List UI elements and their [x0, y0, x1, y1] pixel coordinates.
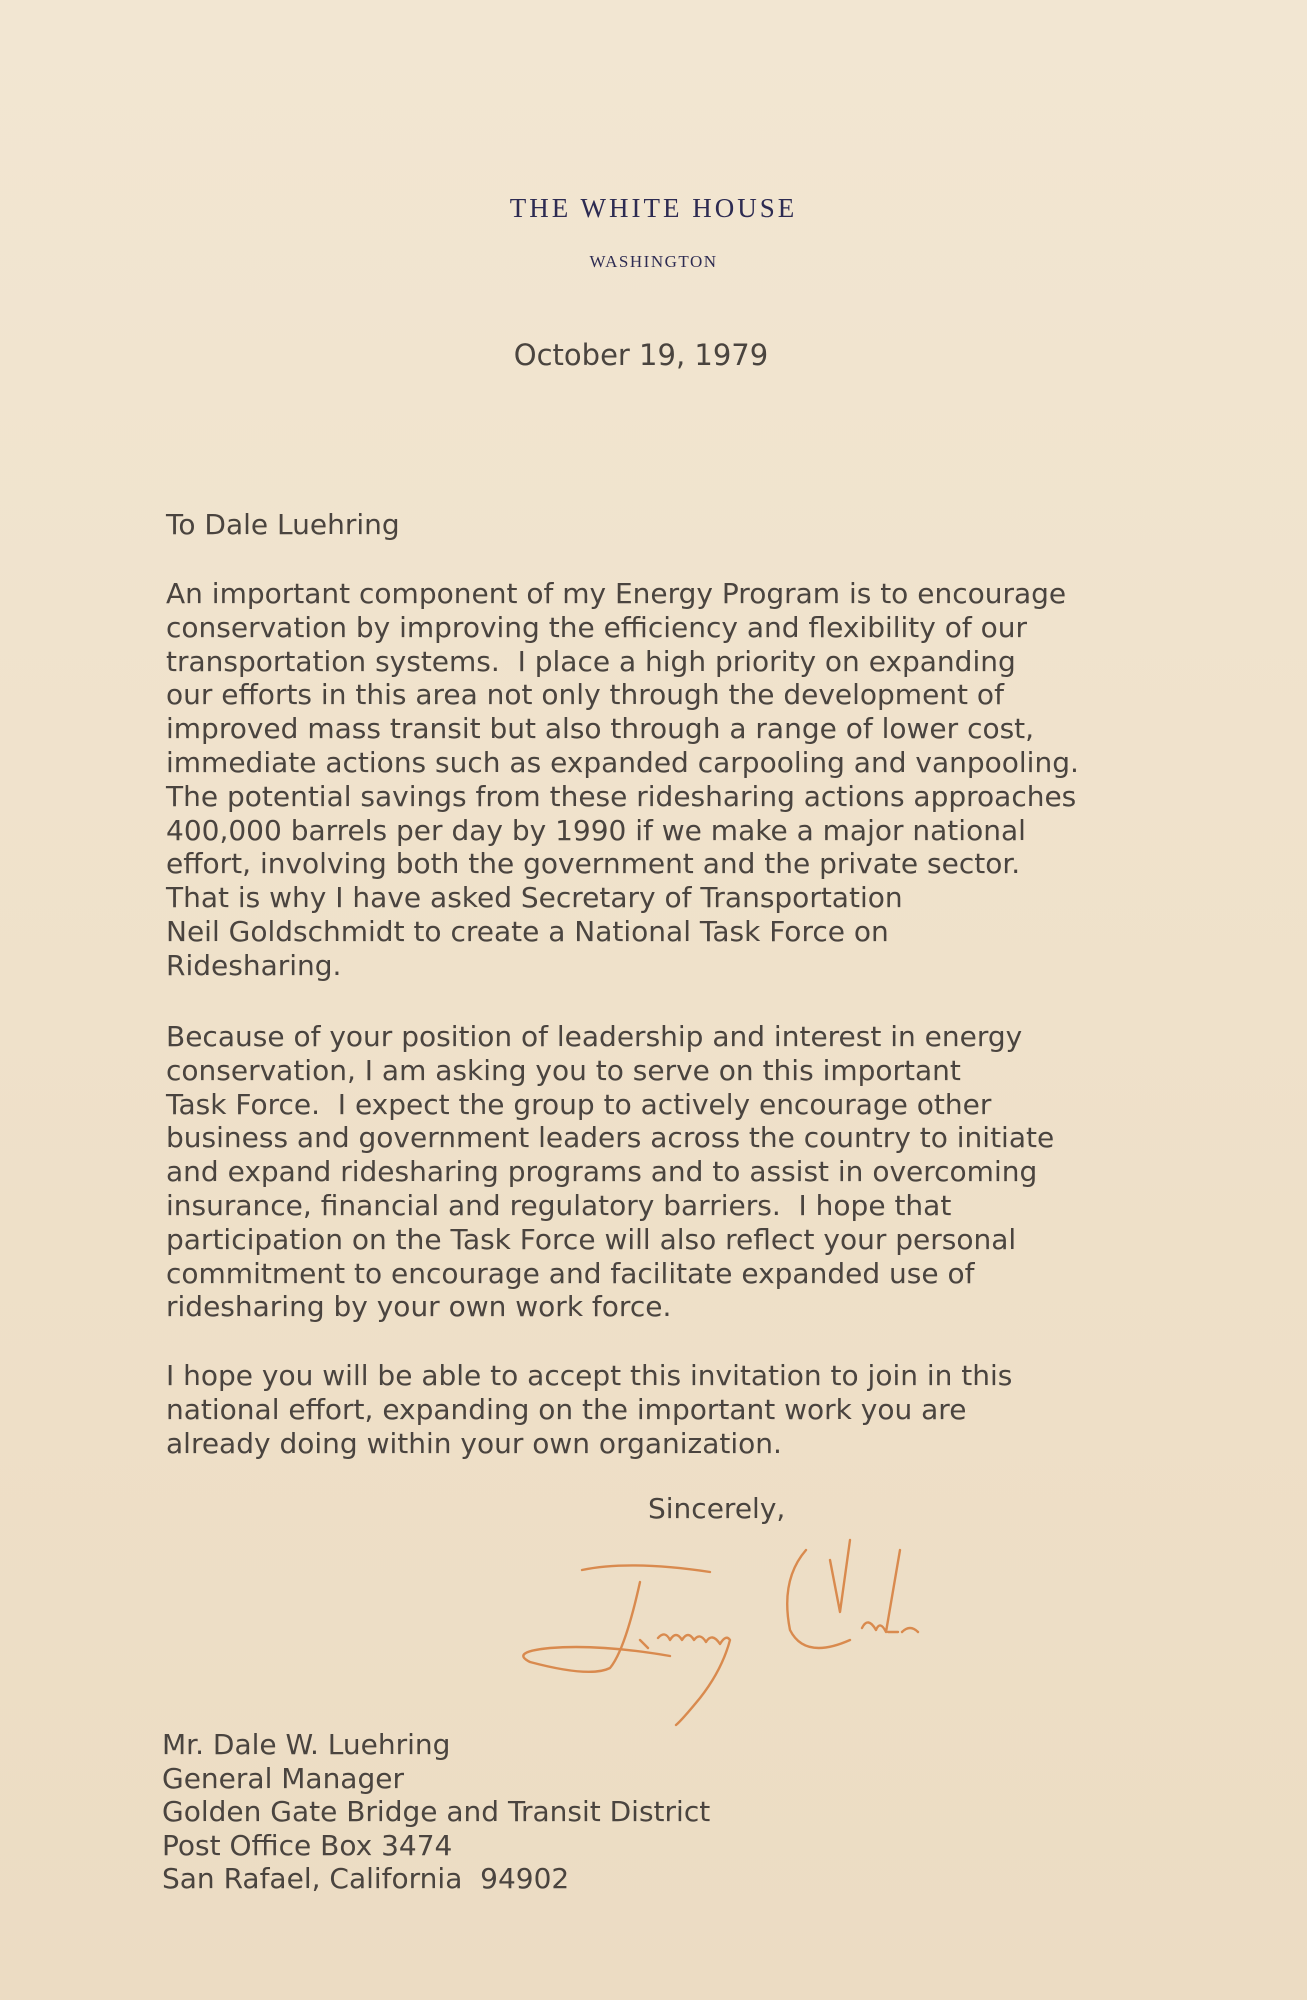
paragraph-line: conservation by improving the efficiency and flexibility of our [166, 610, 1028, 644]
paragraph-line: commitment to encourage and facilitate expanded use of [166, 1256, 975, 1290]
paragraph-line: I hope you will be able to accept this invitation to join in this [166, 1359, 1013, 1392]
paragraph-line: transportation systems. I place a high priority on expanding [166, 644, 1016, 678]
signature-strokes [523, 1540, 918, 1725]
letter-date: October 19, 1979 [513, 338, 769, 372]
paragraph-line: Neil Goldschmidt to create a National Task Force on [166, 914, 889, 948]
paragraph-line: conservation, I am asking you to serve on this important [166, 1053, 961, 1087]
signature-stroke [830, 1540, 850, 1612]
address-line: San Rafael, California 94902 [162, 1862, 570, 1895]
paragraph-line: 400,000 barrels per day by 1990 if we make a major national [166, 813, 1026, 847]
paragraph-1 [166, 577, 1146, 983]
paragraph-line: That is why I have asked Secretary of Transportation [166, 881, 903, 915]
paragraph-line: and expand ridesharing programs and to assist in overcoming [166, 1155, 1038, 1189]
letterhead-title: THE WHITE HOUSE [509, 193, 798, 223]
signature-stroke [787, 1550, 850, 1648]
paragraph-2 [166, 1020, 1146, 1324]
signature-stroke [862, 1550, 918, 1632]
paragraph-line: national effort, expanding on the important work you are [166, 1392, 967, 1426]
address-line: Post Office Box 3474 [162, 1828, 453, 1862]
paragraph-line: ridesharing by your own work force. [166, 1290, 672, 1324]
paragraph-line: effort, involving both the government and the private sector. [166, 847, 1021, 881]
paragraph-line: An important component of my Energy Program is to encourage [166, 577, 1067, 610]
address-line: Golden Gate Bridge and Transit District [162, 1795, 711, 1828]
address-line: General Manager [162, 1761, 404, 1795]
paragraph-line: Task Force. I expect the group to actively encourage other [166, 1087, 992, 1121]
signature-stroke [523, 1582, 670, 1672]
signature-stroke [640, 1634, 730, 1725]
paragraph-line: business and government leaders across the country to initiate [166, 1121, 1055, 1155]
paragraph-line: our efforts in this area not only through the development of [166, 678, 1004, 712]
closing: Sincerely, [648, 1492, 786, 1525]
paragraph-line: immediate actions such as expanded carpooling and vanpooling. [166, 745, 1079, 779]
paragraph-line: insurance, financial and regulatory barriers. I hope that [166, 1188, 952, 1222]
paragraph-line: Because of your position of leadership and interest in energy [166, 1020, 1023, 1053]
paragraph-3 [166, 1359, 1146, 1460]
salutation: To Dale Luehring [166, 508, 400, 541]
signature-stroke [582, 1565, 710, 1572]
paragraph-line: improved mass transit but also through a range of lower cost, [166, 712, 1035, 746]
paragraph-line: Ridesharing. [166, 948, 342, 982]
paragraph-line: already doing within your own organization. [166, 1426, 782, 1460]
address-line: Mr. Dale W. Luehring [162, 1728, 451, 1761]
recipient-address [162, 1728, 710, 1896]
paragraph-line: The potential savings from these ridesharing actions approaches [166, 779, 1077, 813]
paragraph-line: participation on the Task Force will also reflect your personal [166, 1222, 1017, 1256]
letterhead-city: WASHINGTON [589, 252, 718, 271]
